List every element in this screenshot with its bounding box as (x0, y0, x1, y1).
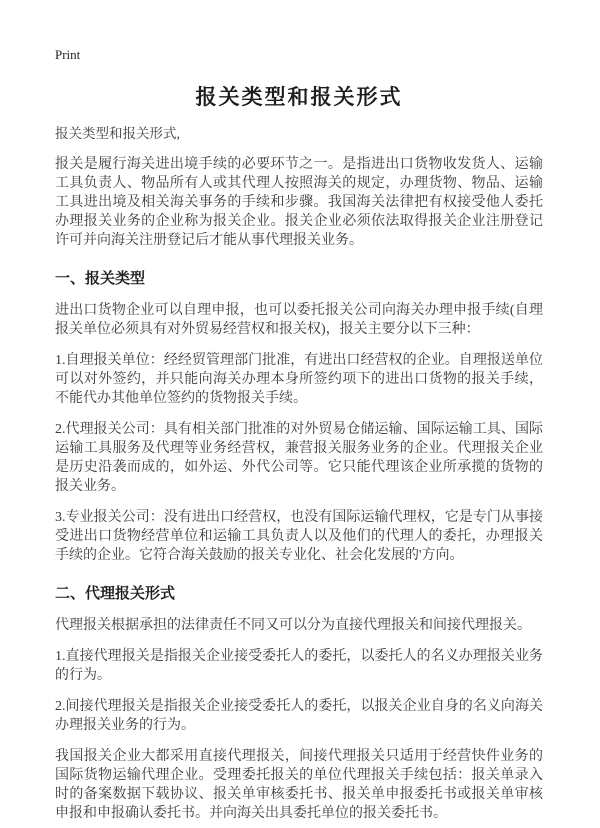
section-2-paragraph-4: 我国报关企业大都采用直接代理报关，间接代理报关只适用于经营快件业务的国际货物运输代理企业。受理委托报关的单位代理报关手续包括：报关单录入时的备案数据下载协议、报关单审核委托书、报关单申报委托书或报关单审核申报和申报确认委托书。并向海关出具委托单位的报关委托书。 (55, 749, 543, 821)
print-link[interactable]: Print (55, 47, 81, 62)
section-1-paragraph-1: 进出口货物企业可以自理申报，也可以委托报关公司向海关办理申报手续(自理报关单位必须具有对外贸易经营权和报关权)，报关主要分以下三种： (55, 303, 543, 337)
section-1-heading: 一、报关类型 (55, 271, 146, 287)
section-2-paragraph-1: 代理报关根据承担的法律责任不同又可以分为直接代理报关和间接代理报关。 (55, 618, 531, 633)
section-2-heading: 二、代理报关形式 (55, 586, 176, 602)
section-1-paragraph-2: 1.自理报关单位：经经贸管理部门批准，有进出口经营权的企业。自理报送单位可以对外签约，并只能向海关办理本身所签约项下的进出口货物的报关手续，不能代办其他单位签约的货物报关手续。 (55, 353, 543, 406)
section-1-paragraph-3: 2.代理报关公司：具有相关部门批准的对外贸易仓储运输、国际运输工具、国际运输工具服务及代理等业务经营权，兼营报关服务业务的企业。代理报关企业是历史沿袭而成的，如外运、外代公司等。它只能代理该企业所承揽的货物的报关业务。 (55, 422, 543, 494)
page-subtitle: 报关类型和报关形式, (55, 126, 180, 141)
intro-paragraph: 报关是履行海关进出境手续的必要环节之一。是指进出口货物收发货人、运输工具负责人、物品所有人或其代理人按照海关的规定，办理货物、物品、运输工具进出境及相关海关事务的手续和步骤。我国海关法律把有权接受他人委托办理报关业务的企业称为报关企业。报关企业必须依法取得报关企业注册登记许可并向海关注册登记后才能从事代理报关业务。 (55, 157, 543, 248)
page-title: 报关类型和报关形式 (195, 85, 403, 109)
section-2-paragraph-3: 2.间接代理报关是指报关企业接受委托人的委托，以报关企业自身的名义向海关办理报关业务的行为。 (55, 699, 543, 733)
section-2-paragraph-2: 1.直接代理报关是指报关企业接受委托人的委托，以委托人的名义办理报关业务的行为。 (55, 649, 543, 683)
section-1-paragraph-4: 3.专业报关公司：没有进出口经营权，也没有国际运输代理权，它是专门从事接受进出口货物经营单位和运输工具负责人以及他们的代理人的委托，办理报关手续的企业。它符合海关鼓励的报关专业化、社会化发展的'方向。 (55, 510, 543, 563)
